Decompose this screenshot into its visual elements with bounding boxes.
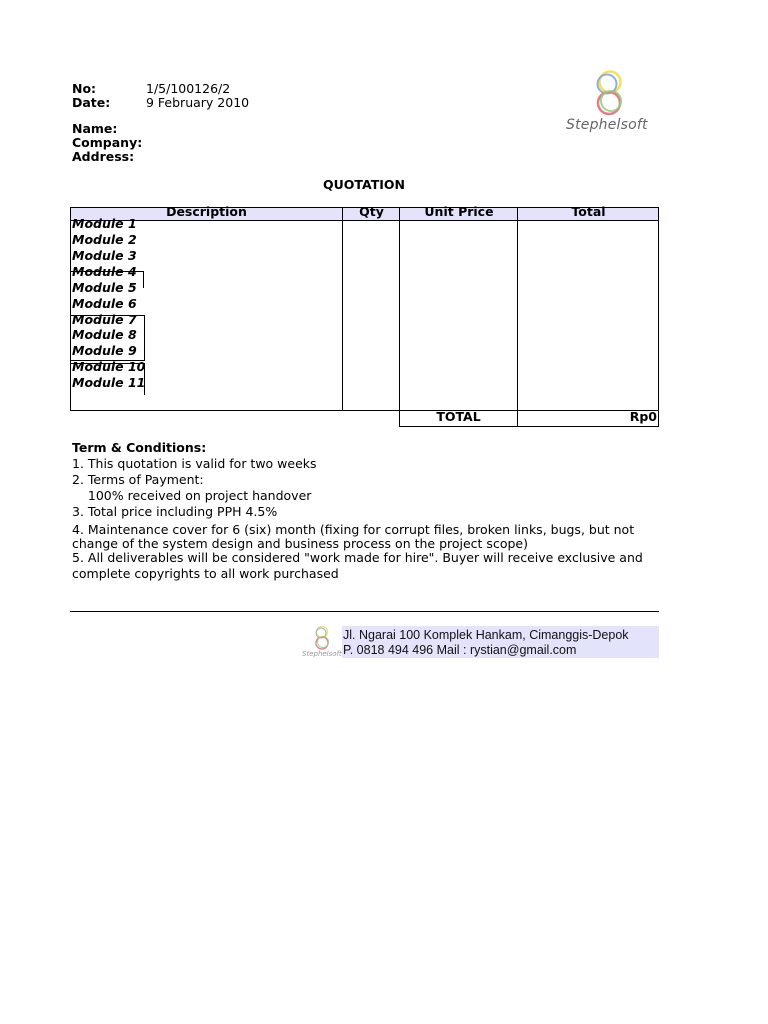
term-line: change of the system design and business process on the project scope) xyxy=(72,536,528,551)
module-item: Module 11 xyxy=(72,375,146,390)
term-line: 100% received on project handover xyxy=(72,488,312,503)
module-item: Module 3 xyxy=(72,248,137,263)
footer-logo-text: Stephelsoft xyxy=(302,650,342,658)
name-label: Name: xyxy=(72,121,118,136)
quotation-date: 9 February 2010 xyxy=(146,95,250,110)
logo-text: Stephelsoft xyxy=(566,117,648,133)
footer-logo xyxy=(302,624,342,660)
term-line: 2. Terms of Payment: xyxy=(72,472,204,487)
number-label: No: xyxy=(72,81,97,96)
module-item: Module 10 xyxy=(72,359,146,374)
company-label: Company: xyxy=(72,135,143,150)
footer-address: Jl. Ngarai 100 Komplek Hankam, Cimanggis-Depok xyxy=(343,628,629,642)
col-description-header: Description xyxy=(166,204,247,219)
term-line: 5. All deliverables will be considered "work made for hire". Buyer will receive exclusive and xyxy=(72,550,643,565)
address-label: Address: xyxy=(72,149,135,164)
terms-section xyxy=(72,440,643,582)
term-line: 3. Total price including PPH 4.5% xyxy=(72,504,278,519)
total-row-bottom xyxy=(399,426,659,427)
term-line: complete copyrights to all work purchased xyxy=(72,566,339,581)
footer-logo-mark-icon xyxy=(302,624,342,652)
module-item: Module 1 xyxy=(72,216,137,231)
footer-contact: P. 0818 494 496 Mail : rystian@gmail.com xyxy=(343,643,577,657)
col-divider-total xyxy=(517,207,518,427)
module-item: Module 4 xyxy=(72,264,137,279)
module-item: Module 6 xyxy=(72,296,137,311)
total-value: Rp0 xyxy=(629,409,657,424)
col-qty-header: Qty xyxy=(359,204,384,219)
stephelsoft-logo xyxy=(566,68,660,136)
col-unit-price-header: Unit Price xyxy=(424,204,494,219)
date-label: Date: xyxy=(72,95,111,110)
date-row xyxy=(72,96,110,110)
logo-mark-icon xyxy=(566,68,660,118)
table-border-right xyxy=(658,207,659,427)
quotation-number-row xyxy=(72,82,96,96)
module-item: Module 5 xyxy=(72,280,137,295)
term-line: 4. Maintenance cover for 6 (six) month (fixing for corrupt files, broken links, bugs, but not xyxy=(72,522,635,537)
module-item: Module 8 xyxy=(72,327,137,342)
module-item: Module 2 xyxy=(72,232,137,247)
module-item: Module 7 xyxy=(72,312,137,327)
col-divider-unit-price xyxy=(399,207,400,427)
col-total-header: Total xyxy=(571,204,606,219)
module-item: Module 9 xyxy=(72,343,137,358)
footer-divider xyxy=(70,611,659,612)
terms-heading: Term & Conditions: xyxy=(72,440,207,455)
col-divider-qty xyxy=(342,207,343,411)
quotation-number: 1/5/100126/2 xyxy=(146,81,231,96)
document-title: QUOTATION xyxy=(323,177,405,192)
total-label: TOTAL xyxy=(436,409,481,424)
term-line: 1. This quotation is valid for two weeks xyxy=(72,456,317,471)
